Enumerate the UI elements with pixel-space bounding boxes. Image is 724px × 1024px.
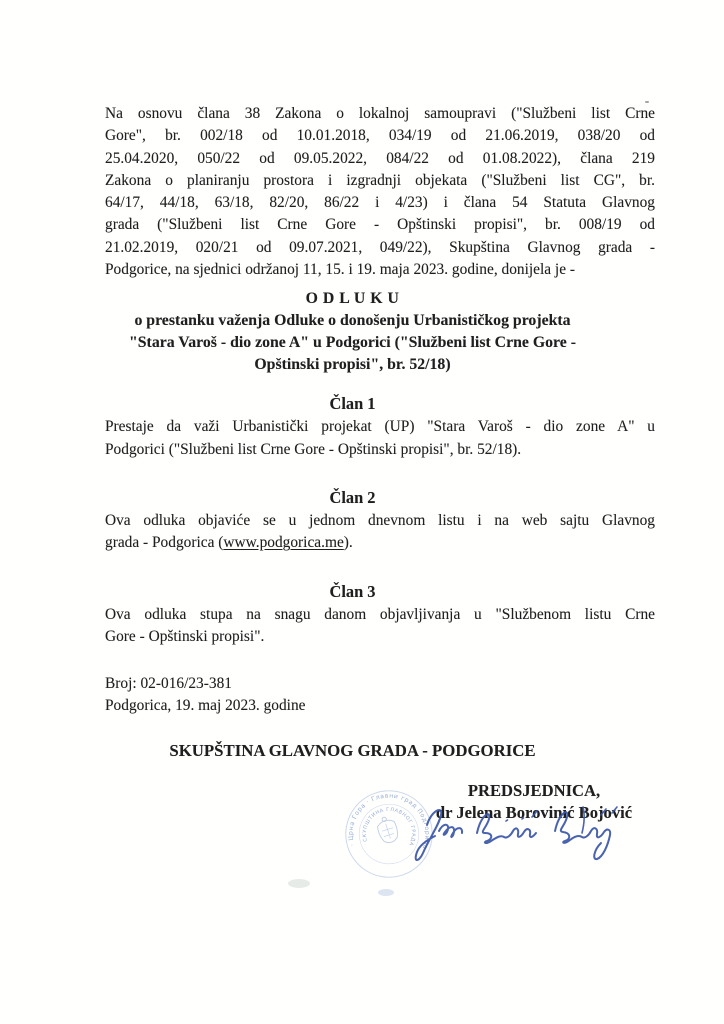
- intro-paragraph: [105, 103, 655, 281]
- reference-block: [105, 673, 655, 718]
- intro-line: Zakona o planiranju prostora i izgradnji objekata ("Službeni list CG", br.: [105, 171, 655, 189]
- article-line: Ova odluka objaviće se u jednom dnevnom listu i na web sajtu Glavnog: [105, 511, 655, 529]
- intro-line: 64/17, 44/18, 63/18, 82/20, 86/22 i 4/23) i člana 54 Statuta Glavnog: [105, 194, 655, 212]
- intro-line: Na osnovu člana 38 Zakona o lokalnoj samoupravi ("Službeni list Crne: [105, 105, 655, 122]
- intro-line: Podgorice, na sjednici održanoj 11, 15. i 19. maja 2023. godine, donijela je -: [105, 261, 576, 279]
- signer-name: dr Jelena Borovinić Bojović: [435, 802, 633, 822]
- stamp-inner-text: СКУПШТИНА ГЛАВНОГ ГРАДА: [361, 806, 417, 847]
- article-1-heading: Član 1: [329, 394, 376, 414]
- intro-line: grada ("Službeni list Crne Gore - Opštinski propisi", br. 008/19 od: [105, 216, 655, 234]
- article-2-body: [105, 510, 655, 555]
- place-and-date: Podgorica, 19. maj 2023. godine: [105, 697, 306, 715]
- intro-line: 25.04.2020, 050/22 od 09.05.2022, 084/22 od 01.08.2022), člana 219: [105, 149, 655, 167]
- article-line-text: grada - Podgorica (: [105, 534, 224, 552]
- signature-icon: [405, 795, 635, 875]
- article-line: Gore - Opštinski propisi".: [105, 627, 265, 645]
- decision-title-line: o prestanku važenja Odluke o donošenju Urbanističkog projekta: [134, 312, 571, 330]
- scan-smudge: [288, 879, 310, 888]
- stamp-outer-text: · Црна Гора · Главни град Подгорица ·: [347, 792, 431, 856]
- article-3-body: [105, 604, 655, 649]
- decision-title-line: Opštinski propisi", br. 52/18): [254, 356, 451, 374]
- podgorica-website-link[interactable]: www.podgorica.me: [223, 534, 344, 552]
- stamp-coat-of-arms-icon: [375, 815, 401, 846]
- article-1: [105, 393, 655, 461]
- article-2: [105, 487, 655, 555]
- document-number: Broj: 02-016/23-381: [105, 675, 232, 693]
- scan-smudge: [378, 889, 394, 896]
- scan-speck: [645, 101, 649, 103]
- article-2-heading: Član 2: [329, 487, 376, 507]
- decision-word: O D L U K U: [305, 290, 400, 308]
- article-3-heading: Član 3: [329, 581, 376, 601]
- assembly-name: SKUPŠTINA GLAVNOG GRADA - PODGORICE: [169, 740, 536, 760]
- article-line: Podgorici ("Službeni list Crne Gore - Opštinski propisi", br. 52/18).: [105, 440, 522, 458]
- article-1-body: [105, 416, 655, 461]
- intro-line: Gore", br. 002/18 od 10.01.2018, 034/19 od 21.06.2019, 038/20 od: [105, 127, 655, 145]
- decision-title: [105, 288, 600, 376]
- article-line-text: ).: [343, 534, 353, 552]
- article-line: [105, 532, 655, 554]
- document-content: [105, 103, 655, 824]
- intro-line: 21.02.2019, 020/21 od 09.07.2021, 049/22), Skupština Glavnog grada -: [105, 238, 655, 256]
- article-line: Ova odluka stupa na snagu danom objavljivanja u "Službenom listu Crne: [105, 605, 655, 623]
- signer-title: PREDSJEDNICA,: [467, 780, 601, 800]
- article-3: [105, 581, 655, 649]
- article-line: Prestaje da važi Urbanistički projekat (UP) "Stara Varoš - dio zone A" u: [105, 418, 655, 436]
- decision-title-line: "Stara Varoš - dio zone A" u Podgorici ("Službeni list Crne Gore -: [129, 334, 576, 352]
